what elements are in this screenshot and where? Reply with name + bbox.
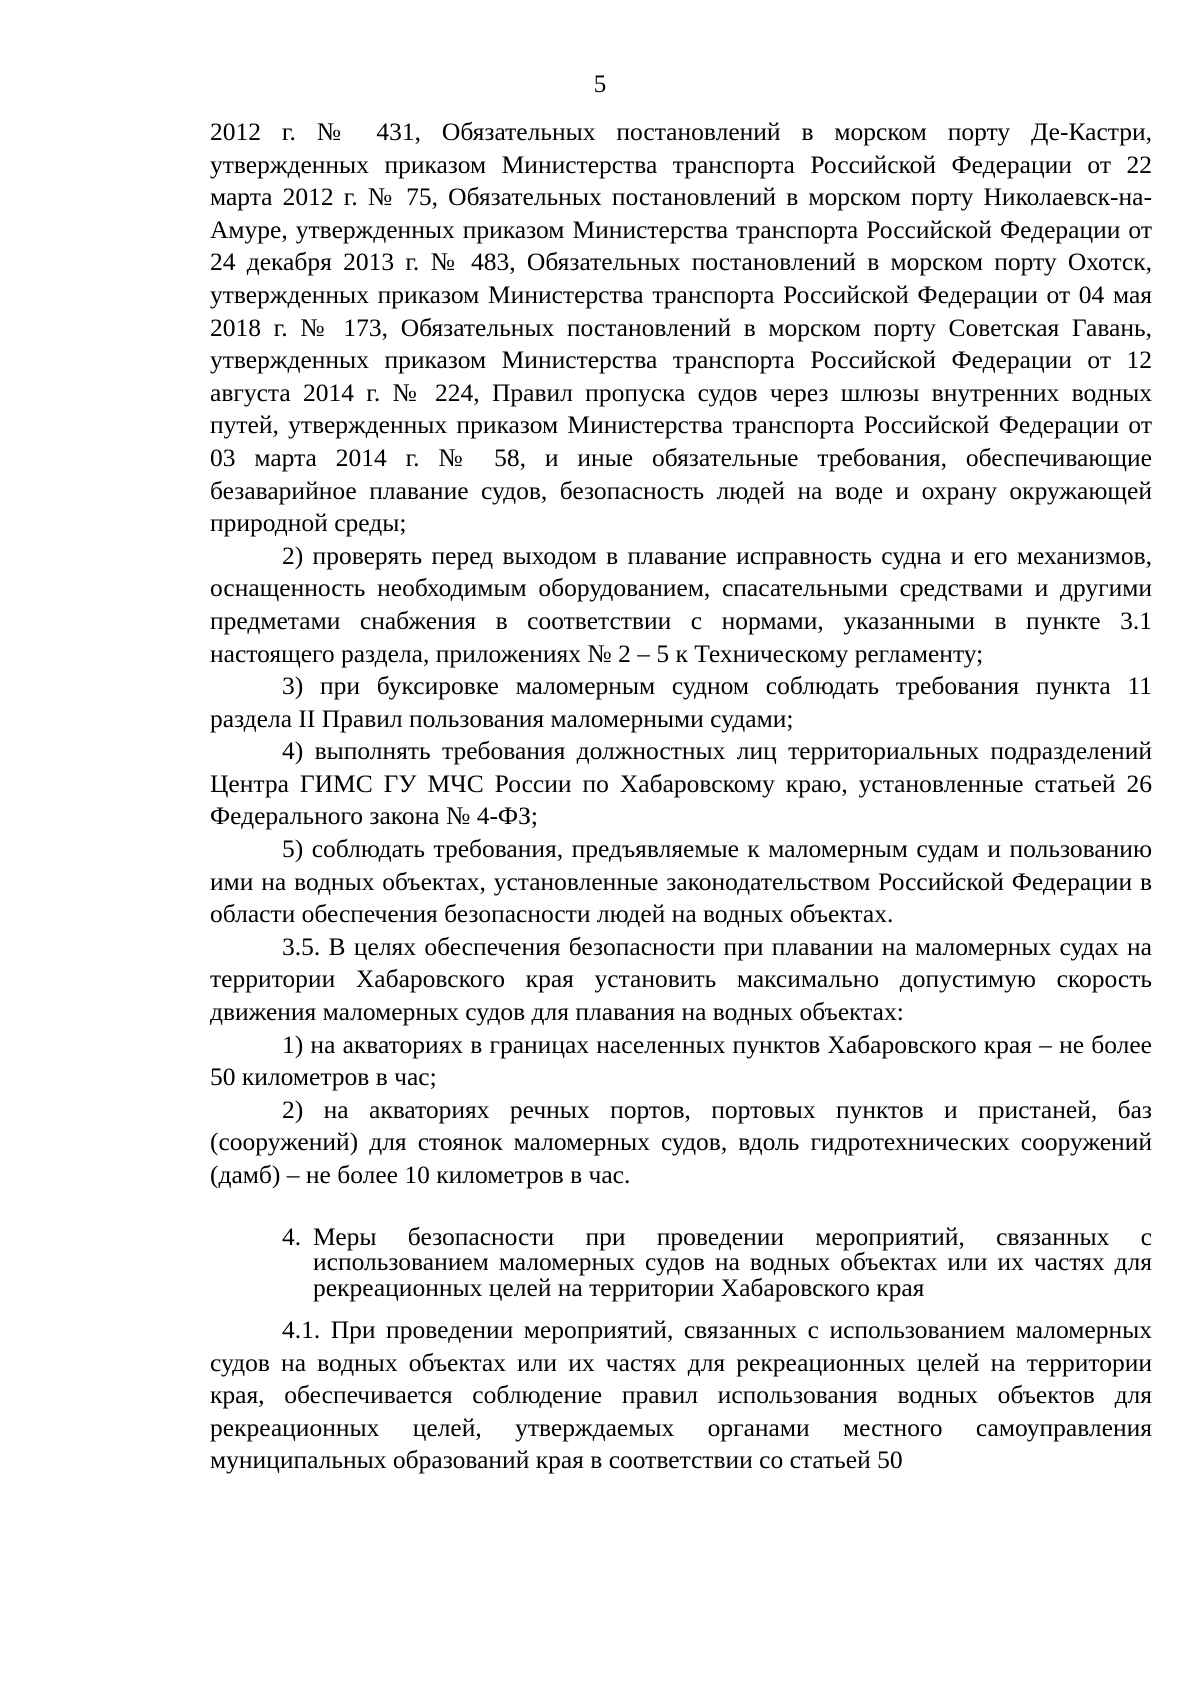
section-4-title: Меры безопасности при проведении мероприятий, связанных с использованием маломерных судов на водных объектах или их частях для рекреационных целей на территории Хабаровского края — [313, 1221, 1152, 1302]
paragraph-item-2: 2) проверять перед выходом в плавание исправность судна и его механизмов, оснащенность необходимым оборудованием, спасательными средствами и другими предметами снабжения в соответствии с нормами, указанными в пункте 3.1 настоящего раздела, приложениях № 2 – 5 к Техническому регламенту; — [210, 540, 1152, 668]
paragraph-item-5: 5) соблюдать требования, предъявляемые к маломерным судам и пользованию ими на водных объектах, установленные законодательством Российской Федерации в области обеспечения безопасности людей на водных объектах. — [210, 834, 1152, 929]
paragraph-4-1: 4.1. При проведении мероприятий, связанных с использованием маломерных судов на водных объектах или их частях для рекреационных целей на территории края, обеспечивается соблюдение правил использования водных объектов для рекреационных целей, утверждаемых органами местного самоуправления муниципальных образований края в соответствии со статьей 50 — [210, 1315, 1152, 1475]
paragraph-item-4: 4) выполнять требования должностных лиц территориальных подразделений Центра ГИМС ГУ МЧС России по Хабаровскому краю, установленные статьей 26 Федерального закона № 4-ФЗ; — [210, 736, 1152, 831]
paragraph-speed-1: 1) на акваториях в границах населенных пунктов Хабаровского края – не более 50 километров в час; — [210, 1029, 1152, 1092]
paragraph-3-5: 3.5. В целях обеспечения безопасности при плавании на маломерных судах на территории Хабаровского края установить максимально допустимую скорость движения маломерных судов для плавания на водных объектах: — [210, 931, 1152, 1027]
paragraph-item-3: 3) при буксировке маломерным судном соблюдать требования пункта 11 раздела II Правил пользования маломерными судами; — [210, 671, 1152, 733]
paragraph-continuation: 2012 г. № 431, Обязательных постановлений в морском порту Де-Кастри, утвержденных приказом Министерства транспорта Российской Федерации от 22 марта 2012 г. № 75, Обязательных постановлений в морском порту Николаевск-на-Амуре, утвержденных приказом Министерства транспорта Российской Федерации от 24 декабря 2013 г. № 483, Обязательных постановлений в морском порту Охотск, утвержденных приказом Министерства транспорта Российской Федерации от 04 мая 2018 г. № 173, Обязательных постановлений в морском порту Советская Гавань, утвержденных приказом Министерства транспорта Российской Федерации от 12 августа 2014 г. № 224, Правил пропуска судов через шлюзы внутренних водных путей, утвержденных приказом Министерства транспорта Российской Федерации от 03 марта 2014 г. № 58, и иные обязательные требования, обеспечивающие безаварийное плавание судов, безопасность людей на воде и охрану окружающей природной среды; — [210, 117, 1152, 538]
document-body — [210, 116, 1152, 1477]
section-4-heading — [210, 1221, 1152, 1302]
paragraph-speed-2: 2) на акваториях речных портов, портовых пунктов и пристаней, баз (сооружений) для стоянок маломерных судов, вдоль гидротехнических сооружений (дамб) – не более 10 километров в час. — [210, 1094, 1152, 1189]
page-number: 5 — [593, 71, 607, 98]
section-4-number: 4. — [282, 1221, 302, 1251]
